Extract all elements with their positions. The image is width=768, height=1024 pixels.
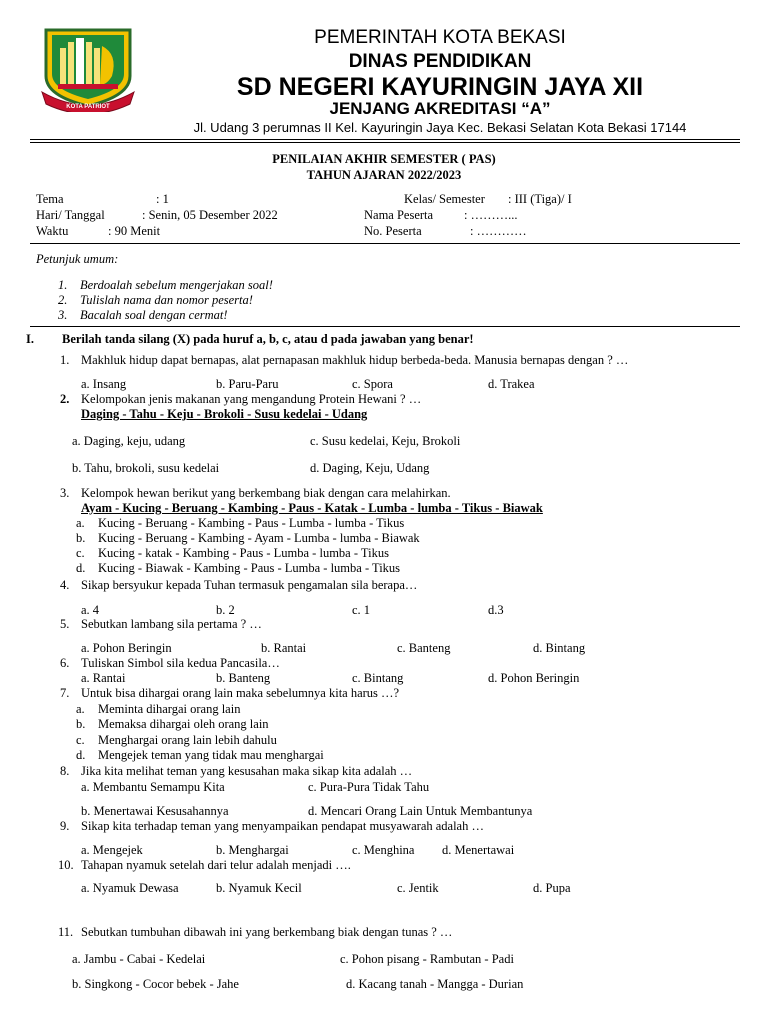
q3-option-a-letter: a. <box>76 516 85 530</box>
nama-label: Nama Peserta <box>364 208 434 222</box>
q1-option-a[interactable]: a. Insang <box>81 377 127 391</box>
q10-option-d[interactable]: d. Pupa <box>533 881 571 895</box>
q3-option-a[interactable]: Kucing - Beruang - Kambing - Paus - Lumba - lumba - Tikus <box>98 516 405 530</box>
q4-option-b[interactable]: b. 2 <box>216 603 235 617</box>
exam-year: TAHUN AJARAN 2022/2023 <box>306 168 462 182</box>
q3-option-b-letter: b. <box>76 531 86 545</box>
q10-option-b[interactable]: b. Nyamuk Kecil <box>216 881 302 895</box>
q11-option-c[interactable]: c. Pohon pisang - Rambutan - Padi <box>340 952 514 966</box>
q3-option-d-letter: d. <box>76 561 86 575</box>
school-address: Jl. Udang 3 perumnas II Kel. Kayuringin Jaya Kec. Bekasi Selatan Kota Bekasi 17144 <box>193 120 687 135</box>
q6-option-a[interactable]: a. Rantai <box>81 671 126 685</box>
q1-text: Makhluk hidup dapat bernapas, alat pernapasan makhluk hidup berbeda-beda. Manusia bernapas dengan ? … <box>81 353 629 367</box>
waktu-label: Waktu <box>36 224 69 238</box>
q4-option-d[interactable]: d.3 <box>488 603 504 617</box>
q4-option-c[interactable]: c. 1 <box>352 603 371 617</box>
q9-text: Sikap kita terhadap teman yang menyampaikan pendapat musyawarah adalah … <box>81 819 484 833</box>
logo-text: KOTA PATRIOT <box>66 104 110 110</box>
tema-value: : 1 <box>156 192 169 206</box>
q4-option-a[interactable]: a. 4 <box>81 603 100 617</box>
q6-option-d[interactable]: d. Pohon Beringin <box>488 671 580 685</box>
q3-number: 3. <box>60 486 70 500</box>
q6-number: 6. <box>60 656 70 670</box>
q4-text: Sikap bersyukur kepada Tuhan termasuk pengamalan sila berapa… <box>81 578 418 592</box>
q3-option-c[interactable]: Kucing - katak - Kambing - Paus - Lumba - lumba - Tikus <box>98 546 389 560</box>
petunjuk-item-2: Tulislah nama dan nomor peserta! <box>80 293 253 307</box>
header-divider <box>30 139 740 140</box>
q11-option-b[interactable]: b. Singkong - Cocor bebek - Jahe <box>72 977 239 991</box>
q2-number: 2. <box>60 392 70 406</box>
q2-sub: Daging - Tahu - Keju - Brokoli - Susu kedelai - Udang <box>81 407 368 421</box>
q3-sub: Ayam - Kucing - Beruang - Kambing - Paus - Katak - Lumba - lumba - Tikus - Biawak <box>81 501 543 515</box>
q9-option-c[interactable]: c. Menghina <box>352 843 415 857</box>
q5-text: Sebutkan lambang sila pertama ? … <box>81 617 262 631</box>
q9-number: 9. <box>60 819 70 833</box>
q7-option-c[interactable]: Menghargai orang lain lebih dahulu <box>98 733 277 747</box>
q7-option-c-letter: c. <box>76 733 85 747</box>
tema-label: Tema <box>36 192 64 206</box>
q5-option-d[interactable]: d. Bintang <box>533 641 586 655</box>
q4-number: 4. <box>60 578 70 592</box>
header-line2: DINAS PENDIDIKAN <box>348 51 532 72</box>
q2-option-c[interactable]: c. Susu kedelai, Keju, Brokoli <box>310 434 461 448</box>
q6-text: Tuliskan Simbol sila kedua Pancasila… <box>81 656 280 670</box>
q10-number: 10. <box>58 858 74 872</box>
petunjuk-num-3: 3. <box>58 308 68 322</box>
info-divider <box>30 243 740 244</box>
q9-option-b[interactable]: b. Menghargai <box>216 843 289 857</box>
q3-option-d[interactable]: Kucing - Biawak - Kambing - Paus - Lumba - lumba - Tikus <box>98 561 401 575</box>
q7-option-b[interactable]: Memaksa dihargai oleh orang lain <box>98 717 269 731</box>
q1-option-b[interactable]: b. Paru-Paru <box>216 377 279 391</box>
q3-option-b[interactable]: Kucing - Beruang - Kambing - Ayam - Lumba - lumba - Biawak <box>98 531 420 545</box>
kelas-label: Kelas/ Semester <box>404 192 485 206</box>
q7-number: 7. <box>60 686 70 700</box>
q2-option-b[interactable]: b. Tahu, brokoli, susu kedelai <box>72 461 220 475</box>
q5-option-b[interactable]: b. Rantai <box>261 641 307 655</box>
q7-option-d[interactable]: Mengejek teman yang tidak mau menghargai <box>98 748 324 762</box>
q8-number: 8. <box>60 764 70 778</box>
q3-text: Kelompok hewan berikut yang berkembang biak dengan cara melahirkan. <box>81 486 451 500</box>
q1-option-c[interactable]: c. Spora <box>352 377 393 391</box>
hari-value: : Senin, 05 Desember 2022 <box>142 208 278 222</box>
section-instruction: Berilah tanda silang (X) pada huruf a, b, c, atau d pada jawaban yang benar! <box>62 332 474 346</box>
q10-option-c[interactable]: c. Jentik <box>397 881 439 895</box>
petunjuk-num-1: 1. <box>58 278 68 292</box>
q7-option-b-letter: b. <box>76 717 86 731</box>
petunjuk-item-3: Bacalah soal dengan cermat! <box>80 308 228 322</box>
petunjuk-title: Petunjuk umum: <box>36 252 119 266</box>
header-line1: PEMERINTAH KOTA BEKASI <box>314 27 566 48</box>
accreditation: JENJANG AKREDITASI “A” <box>329 99 551 118</box>
city-logo <box>38 26 138 112</box>
q8-option-b[interactable]: b. Menertawai Kesusahannya <box>81 804 229 818</box>
no-peserta-label: No. Peserta <box>364 224 422 238</box>
header-divider-thin <box>30 142 740 143</box>
q7-option-a[interactable]: Meminta dihargai orang lain <box>98 702 241 716</box>
q10-option-a[interactable]: a. Nyamuk Dewasa <box>81 881 179 895</box>
nama-value: : ………... <box>464 208 518 222</box>
q9-option-a[interactable]: a. Mengejek <box>81 843 143 857</box>
q7-option-d-letter: d. <box>76 748 86 762</box>
hari-label: Hari/ Tanggal <box>36 208 105 222</box>
q8-option-d[interactable]: d. Mencari Orang Lain Untuk Membantunya <box>308 804 533 818</box>
q8-option-a[interactable]: a. Membantu Semampu Kita <box>81 780 225 794</box>
kelas-value: : III (Tiga)/ I <box>508 192 572 206</box>
q7-option-a-letter: a. <box>76 702 85 716</box>
no-peserta-value: : ………… <box>470 224 527 238</box>
q3-option-c-letter: c. <box>76 546 85 560</box>
q7-text: Untuk bisa dihargai orang lain maka sebelumnya kita harus …? <box>81 686 400 700</box>
q8-option-c[interactable]: c. Pura-Pura Tidak Tahu <box>308 780 430 794</box>
q5-option-c[interactable]: c. Banteng <box>397 641 451 655</box>
q1-number: 1. <box>60 353 70 367</box>
q2-text: Kelompokan jenis makanan yang mengandung Protein Hewani ? … <box>81 392 422 406</box>
q11-text: Sebutkan tumbuhan dibawah ini yang berkembang biak dengan tunas ? … <box>81 925 453 939</box>
petunjuk-num-2: 2. <box>58 293 68 307</box>
q2-option-a[interactable]: a. Daging, keju, udang <box>72 434 186 448</box>
q2-option-d[interactable]: d. Daging, Keju, Udang <box>310 461 430 475</box>
q1-option-d[interactable]: d. Trakea <box>488 377 535 391</box>
school-name: SD NEGERI KAYURINGIN JAYA XII <box>236 73 644 101</box>
q9-option-d[interactable]: d. Menertawai <box>442 843 515 857</box>
q5-option-a[interactable]: a. Pohon Beringin <box>81 641 172 655</box>
q6-option-c[interactable]: c. Bintang <box>352 671 404 685</box>
section-number: I. <box>26 332 34 346</box>
exam-title: PENILAIAN AKHIR SEMESTER ( PAS) <box>272 152 496 166</box>
q11-number: 11. <box>58 925 74 939</box>
petunjuk-divider <box>30 326 740 327</box>
q11-option-a[interactable]: a. Jambu - Cabai - Kedelai <box>72 952 206 966</box>
petunjuk-item-1: Berdoalah sebelum mengerjakan soal! <box>80 278 273 292</box>
waktu-value: : 90 Menit <box>108 224 161 238</box>
q6-option-b[interactable]: b. Banteng <box>216 671 271 685</box>
q5-number: 5. <box>60 617 70 631</box>
q10-text: Tahapan nyamuk setelah dari telur adalah menjadi …. <box>81 858 351 872</box>
q11-option-d[interactable]: d. Kacang tanah - Mangga - Durian <box>346 977 524 991</box>
q8-text: Jika kita melihat teman yang kesusahan maka sikap kita adalah … <box>81 764 413 778</box>
